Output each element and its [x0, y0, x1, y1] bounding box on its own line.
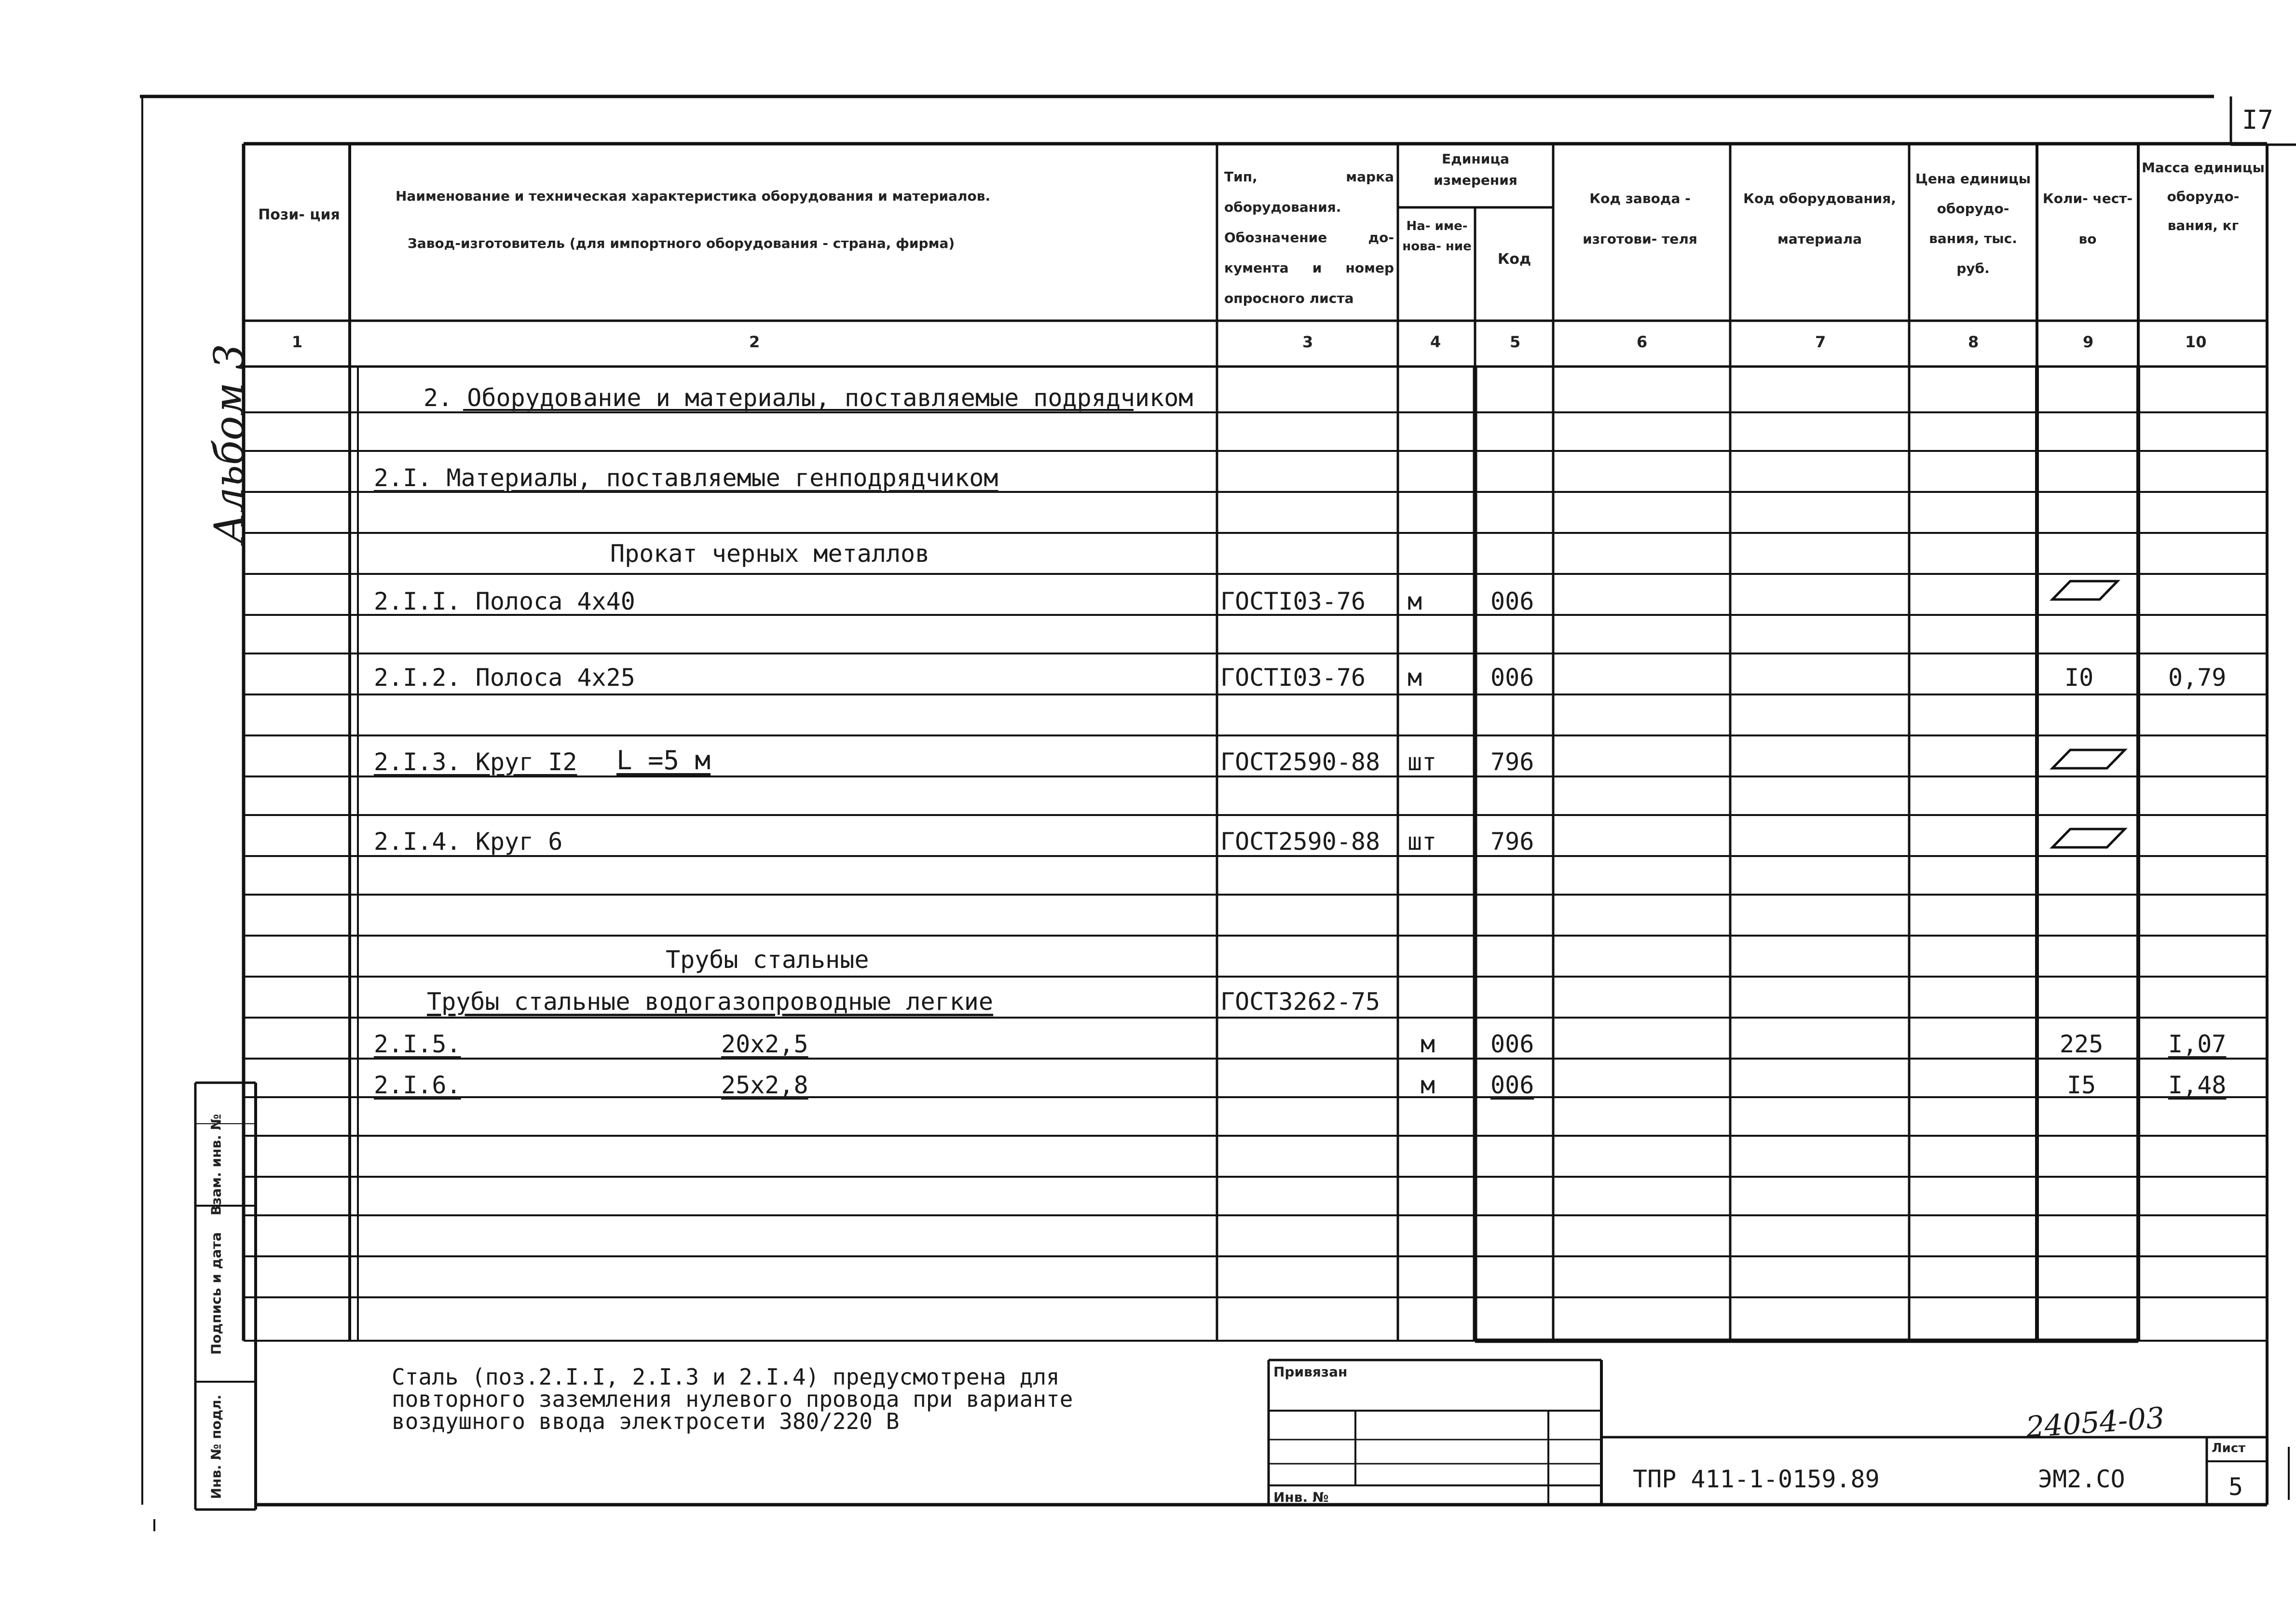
footnote: [392, 1366, 1073, 1432]
item-mass: 0,79: [2168, 664, 2227, 692]
dash-mark-icon: [2052, 750, 2125, 768]
handwritten-number: 24054-03: [2024, 1401, 2166, 1444]
item-name: 2.I.I. Полоса 4х40: [374, 587, 635, 615]
side-stamp-inv-podl: Инв. № подл.: [208, 1394, 224, 1499]
item-unit-code: 006: [1490, 1071, 1534, 1099]
header-unit-code: Код: [1497, 251, 1531, 268]
side-stamp-podpis-data: Подпись и дата: [208, 1232, 224, 1355]
header-unit-name: На- име- нова- ние: [1402, 219, 1472, 254]
item-unit: шт: [1408, 748, 1437, 776]
item-size: 20х2,5: [721, 1030, 808, 1058]
item-doc: ГОСТI03-76: [1220, 664, 1366, 692]
item-quantity: 225: [2060, 1030, 2104, 1058]
item-doc: ГОСТ2590-88: [1220, 748, 1380, 776]
group-heading: Трубы стальные: [666, 946, 869, 974]
header-price: Цена единицы оборудо- вания, тыс. руб.: [1915, 171, 2031, 276]
item-name: 2.I.6.: [374, 1071, 461, 1099]
item-name: 2.I.3. Круг I2: [374, 748, 577, 776]
item-unit: м: [1408, 664, 1422, 692]
column-number: 7: [1815, 333, 1826, 351]
header-position: Пози- ция: [258, 206, 340, 223]
footnote-line: повторного заземления нулевого провода при варианте: [392, 1386, 1073, 1412]
header-name-line2: Завод-изготовитель (для импортного оборудования - страна, фирма): [408, 235, 955, 251]
item-unit-code: 006: [1490, 587, 1534, 615]
subsection-heading: 2.I. Материалы, поставляемые генподрядчиком: [374, 464, 998, 492]
sheet-number: I7: [2242, 105, 2274, 135]
section-heading: 2. Оборудование и материалы, поставляемые подрядчиком: [424, 384, 1193, 412]
stamp-privyazan: Привязан: [1273, 1364, 1348, 1380]
item-unit: м: [1421, 1030, 1435, 1058]
side-stamp-vzam-inv: Взам. инв. №: [208, 1114, 224, 1216]
footnote-line: воздушного ввода электросети 380/220 В: [392, 1408, 900, 1434]
item-note: L =5 м: [616, 745, 711, 775]
header-quantity: Коли- чест- во: [2042, 190, 2133, 247]
header-mass: Масса единицы оборудо- вания, кг: [2142, 160, 2265, 233]
header-material-code: Код оборудования, материала: [1743, 190, 1896, 247]
item-doc: ГОСТ3262-75: [1220, 988, 1380, 1016]
document-code: ЭМ2.СО: [2038, 1465, 2125, 1493]
column-number: 3: [1302, 333, 1313, 351]
column-number: 2: [749, 333, 760, 351]
column-number: 6: [1637, 333, 1648, 351]
header-type-mark: Тип, марка оборудования. Обозначение до- кумента и номер опросного листа: [1224, 169, 1394, 306]
header-factory-code: Код завода - изготови- теля: [1583, 190, 1697, 247]
footnote-line: Сталь (поз.2.I.I, 2.I.3 и 2.I.4) предусмотрена для: [392, 1364, 1060, 1390]
item-mass: I,48: [2168, 1071, 2227, 1099]
sheet-value: 5: [2228, 1473, 2243, 1501]
stamp-inv-no: Инв. №: [1273, 1489, 1329, 1505]
item-name: 2.I.2. Полоса 4х25: [374, 664, 635, 692]
item-name: 2.I.5.: [374, 1030, 461, 1058]
item-doc: ГОСТ2590-88: [1220, 828, 1380, 856]
item-quantity: I5: [2067, 1071, 2096, 1099]
dash-mark-icon: [2052, 829, 2125, 847]
column-number: 4: [1430, 333, 1441, 351]
column-numbers-row: [0, 333, 2296, 357]
item-unit: м: [1421, 1071, 1435, 1099]
project-code: ТПР 411-1-0159.89: [1633, 1465, 1880, 1493]
item-name: Трубы стальные водогазопроводные легкие: [427, 988, 993, 1016]
item-unit-code: 006: [1490, 664, 1534, 692]
item-unit: м: [1408, 587, 1422, 615]
column-number: 9: [2083, 333, 2094, 351]
column-number: 5: [1510, 333, 1521, 351]
header-name-line1: Наименование и техническая характеристика оборудования и материалов.: [396, 188, 991, 204]
column-number: 1: [292, 333, 303, 351]
column-number: 10: [2185, 333, 2207, 351]
item-doc: ГОСТI03-76: [1220, 587, 1366, 615]
album-label: Альбом 3: [205, 343, 253, 544]
group-heading: Прокат черных металлов: [610, 540, 930, 568]
item-unit-code: 796: [1490, 748, 1534, 776]
item-unit-code: 796: [1490, 828, 1534, 856]
item-name: 2.I.4. Круг 6: [374, 828, 563, 856]
item-mass: I,07: [2168, 1030, 2227, 1058]
column-number: 8: [1968, 333, 1979, 351]
item-quantity: I0: [2064, 664, 2094, 692]
dash-mark-icon: [2052, 581, 2118, 599]
header-unit-group: Единица измерения: [1434, 151, 1517, 188]
item-size: 25х2,8: [721, 1071, 808, 1099]
item-unit: шт: [1408, 828, 1437, 856]
sheet-label: Лист: [2212, 1441, 2246, 1456]
item-unit-code: 006: [1490, 1030, 1534, 1058]
